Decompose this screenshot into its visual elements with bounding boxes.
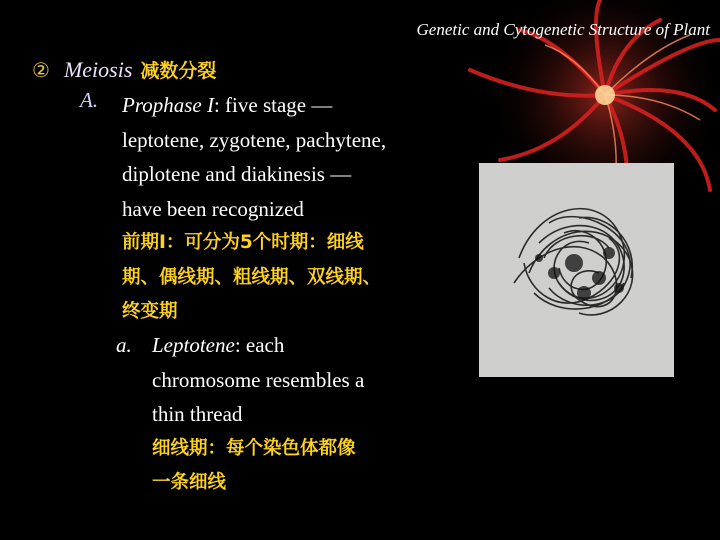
section-title-cn: 减数分裂 bbox=[140, 60, 217, 82]
section-heading bbox=[32, 56, 216, 83]
section-title-en: Meiosis bbox=[63, 57, 133, 82]
sub-item-a-cn-line: 细线期：每个染色体都像 bbox=[152, 437, 356, 459]
item-a-line: diplotene and diakinesis — bbox=[122, 162, 352, 186]
sub-item-a-lead-rest: : each bbox=[234, 333, 285, 357]
sub-item-a-body bbox=[152, 328, 452, 501]
item-a-cn-line: 终变期 bbox=[122, 301, 178, 322]
sub-item-a-line: chromosome resembles a bbox=[152, 367, 365, 392]
section-marker: ② bbox=[32, 60, 50, 82]
item-a-line: leptotene, zygotene, pachytene, bbox=[122, 127, 387, 152]
chromosome-threads-image bbox=[479, 163, 674, 377]
item-a-cn-line: 期、偶线期、粗线期、双线期、 bbox=[122, 266, 382, 288]
item-a-lead-rest: : five stage — bbox=[213, 93, 333, 117]
sub-item-a-cn-line: 一条细线 bbox=[152, 472, 227, 493]
sub-item-a-line: thin thread bbox=[152, 402, 243, 426]
item-a-lead bbox=[122, 88, 482, 123]
item-a-body bbox=[122, 88, 482, 330]
sub-item-a-lead bbox=[152, 328, 452, 363]
item-a-label: A. bbox=[80, 88, 99, 112]
item-a-lead-term: Prophase I bbox=[122, 93, 214, 117]
sub-item-a-lead-term: Leptotene bbox=[152, 333, 235, 357]
leptotene-micrograph bbox=[479, 163, 674, 377]
item-a-line: have been recognized bbox=[122, 196, 304, 221]
item-a-cn-line: 前期I：可分为5个时期：细线 bbox=[122, 232, 364, 253]
sub-item-a-label: a. bbox=[116, 333, 132, 357]
slide-header: Genetic and Cytogenetic Structure of Plant bbox=[416, 20, 710, 39]
